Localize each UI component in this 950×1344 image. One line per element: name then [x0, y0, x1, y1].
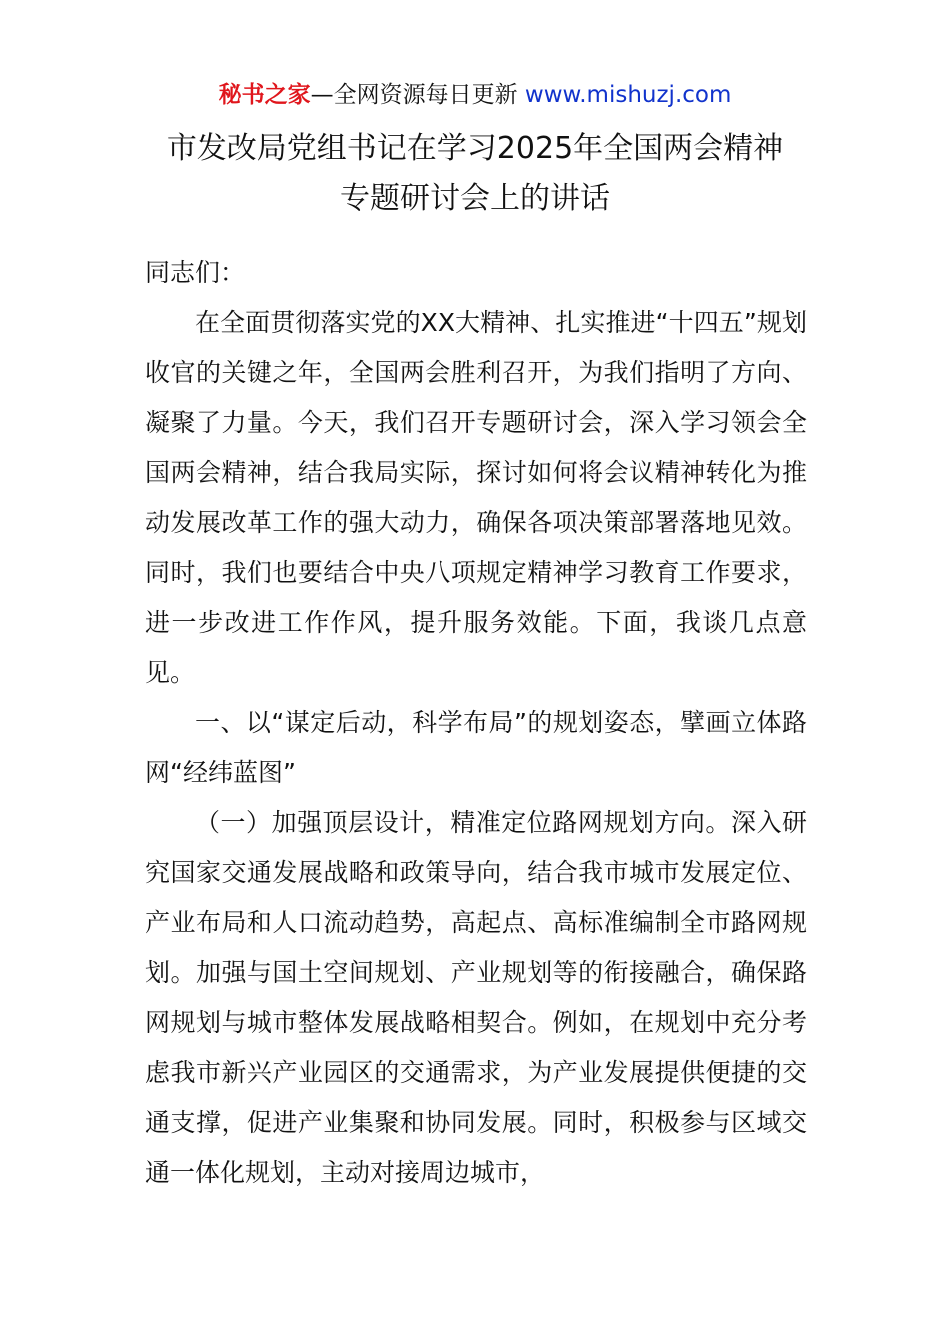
subsection-paragraph: （一）加强顶层设计，精准定位路网规划方向。深入研究国家交通发展战略和政策导向，结合我市城市发展定位、产业布局和人口流动趋势，高起点、高标准编制全市路网规划。加强与国土空间规划、产业规划等的衔接融合，确保路网规划与城市整体发展战略相契合。例如，在规划中充分考虑我市新兴产业园区的交通需求，为产业发展提供便捷的交通支撑，促进产业集聚和协同发展。同时，积极参与区域交通一体化规划，主动对接周边城市， [145, 808, 807, 1187]
banner-dash: — [310, 82, 334, 108]
intro-paragraph: 在全面贯彻落实党的XX大精神、扎实推进“十四五”规划收官的关键之年，全国两会胜利召开，为我们指明了方向、凝聚了力量。今天，我们召开专题研讨会，深入学习领会全国两会精神，结合我局实际，探讨如何将会议精神转化为推动发展改革工作的强大动力，确保各项决策部署落地见效。同时，我们也要结合中央八项规定精神学习教育工作要求，进一步改进工作作风，提升服务效能。下面，我谈几点意见。 [145, 308, 807, 687]
document-body [145, 248, 807, 1198]
title-line-2: 专题研讨会上的讲话 [340, 181, 610, 216]
title-line-1: 市发改局党组书记在学习2025年全国两会精神 [166, 131, 784, 166]
brand-name: 秘书之家 [218, 82, 311, 108]
document-title [0, 124, 950, 224]
site-url-link[interactable]: www.mishuzj.com [524, 82, 732, 108]
salutation: 同志们： [145, 258, 246, 287]
site-banner [0, 78, 950, 112]
banner-tagline: 全网资源每日更新 [333, 82, 525, 108]
section-heading: 一、以“谋定后动，科学布局”的规划姿态，擘画立体路网“经纬蓝图” [145, 708, 807, 787]
